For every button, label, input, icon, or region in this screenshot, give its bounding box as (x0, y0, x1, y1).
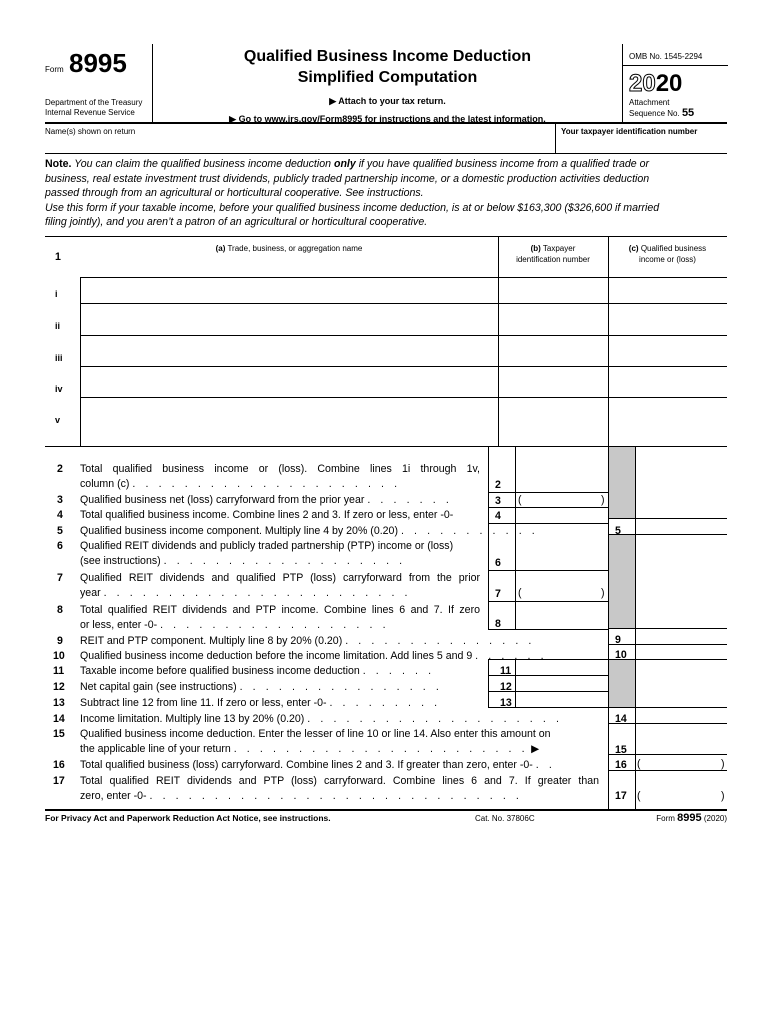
row-iii-income-cell[interactable] (609, 336, 727, 365)
line-6-number: 6 (57, 539, 63, 552)
line-15-text-b: the applicable line of your return (80, 743, 231, 755)
note-line-4: Use this form if your taxable income, before your qualified business income deduction, is at or below $163,300 ($326,600 if married (45, 201, 660, 214)
row-ii-name-cell[interactable] (81, 304, 497, 334)
line-7-text-b-row (80, 586, 480, 602)
line-6-box-number: 6 (495, 556, 501, 569)
line-15-amount[interactable] (636, 724, 727, 754)
line-10-number: 10 (53, 649, 65, 662)
note-line-3: passed through from an agricultural or horticultural cooperative. See instructions. (45, 187, 424, 199)
line-5-text: Qualified business income component. Multiply line 4 by 20% (0.20) (80, 524, 398, 537)
line-4-amount[interactable] (516, 508, 607, 523)
line-4-text: Total qualified business income. Combine lines 2 and 3. If zero or less, enter -0- (80, 508, 454, 521)
line-17-amount[interactable] (644, 771, 719, 809)
row-iv-name-cell[interactable] (81, 367, 497, 396)
note-only: only (333, 158, 356, 170)
line-9-dots: . . . . . . . . . . . . . . . (345, 634, 535, 647)
attachment-sequence (629, 98, 694, 119)
row-iv-tin-cell[interactable] (499, 367, 607, 396)
line-14-text: Income limitation. Multiply line 13 by 20% (0.20) (80, 712, 305, 725)
line-2-text-b-row (80, 477, 480, 493)
department-treasury: Department of the Treasury (45, 98, 143, 107)
row-v-income-cell[interactable] (609, 398, 727, 446)
line-2-number: 2 (57, 462, 63, 475)
line-9-amount[interactable] (636, 629, 727, 644)
line-5-number: 5 (57, 524, 63, 537)
tax-year-bold: 20 (655, 70, 683, 97)
line-6-text-b: (see instructions) (80, 555, 161, 567)
line-5-amount[interactable] (636, 519, 727, 534)
footer-form-word: Form (656, 813, 675, 823)
line-5-dots: . . . . . . . . . . . (400, 524, 539, 537)
note-line-1 (45, 157, 727, 172)
line-12-amount[interactable] (516, 676, 607, 691)
footer-year: (2020) (703, 813, 727, 823)
sequence-number: 55 (681, 107, 695, 119)
line-7-number: 7 (57, 571, 63, 584)
line-17-box-number: 17 (615, 789, 627, 802)
names-field[interactable]: Name(s) shown on return (45, 127, 136, 136)
col-c-letter: (c) (628, 243, 639, 253)
line-1-number: 1 (55, 250, 61, 263)
form-footer (45, 811, 727, 825)
note-label: Note. (45, 158, 72, 170)
row-label-iv: iv (55, 383, 63, 394)
line-12-text: Net capital gain (see instructions) (80, 680, 237, 693)
line-11-amount[interactable] (516, 660, 607, 675)
row-i-tin-cell[interactable] (499, 278, 607, 302)
line-11-number: 11 (53, 664, 65, 677)
line-16-text-row (80, 758, 555, 774)
line-9-number: 9 (57, 634, 63, 647)
line-12-box-number: 12 (500, 680, 512, 693)
note-line-5: filing jointly), and you aren’t a patron of an agricultural or horticultural cooperative. (45, 216, 428, 228)
line-14-text-row (80, 712, 563, 728)
department-irs: Internal Revenue Service (45, 108, 135, 117)
line-14-dots: . . . . . . . . . . . . . . . . . . . . (307, 712, 563, 725)
line-16-text: Total qualified business (loss) carryforward. Combine lines 2 and 3. If greater than zero, enter -0- (80, 758, 533, 771)
line-5-box-number: 5 (615, 524, 621, 537)
line-2-text-a: Total qualified business income or (loss). Combine lines 1i through 1v, (80, 462, 480, 475)
form-8995 (45, 44, 727, 825)
line-3-text: Qualified business net (loss) carryforward from the prior year (80, 493, 365, 506)
catalog-number: Cat. No. 37806C (475, 813, 535, 823)
line-4-number: 4 (57, 508, 63, 521)
line-17-text-b-row (80, 789, 599, 805)
line-14-amount[interactable] (636, 708, 727, 723)
row-i-income-cell[interactable] (609, 278, 727, 302)
line-15-box-number: 15 (615, 743, 627, 756)
row-iv-income-cell[interactable] (609, 367, 727, 396)
line-7-text-b: year (80, 587, 101, 599)
line-15-number: 15 (53, 727, 65, 740)
line-2-text-b: column (c) (80, 478, 130, 490)
line-6-text (80, 539, 453, 570)
line-8-text-b-row (80, 618, 480, 634)
line-11-text-row (80, 664, 435, 680)
line-3-dots: . . . . . . . (367, 493, 453, 506)
line-15-text (80, 727, 551, 758)
line-15-text-b-row (80, 742, 551, 758)
line-11-dots: . . . . . . (362, 664, 435, 677)
col-b-letter: (b) (530, 243, 541, 253)
form-header (45, 44, 727, 124)
col-c-header (608, 237, 727, 277)
line-11-box-number: 11 (500, 664, 512, 677)
footer-form-id (656, 812, 727, 824)
names-row (45, 124, 727, 154)
hl-l8 (488, 629, 608, 630)
note-line-2: business, real estate investment trust dividends, publicly traded partnership income, or a domestic production activities deduction (45, 172, 650, 185)
row-label-v: v (55, 414, 61, 425)
privacy-notice: For Privacy Act and Paperwork Reduction Act Notice, see instructions. (45, 812, 331, 823)
line-3-text-row (80, 493, 452, 509)
note-text-a: You can claim the qualified business income deduction (74, 158, 334, 170)
col-b-label-2: identification number (516, 254, 590, 264)
line-17-close-paren: ) (721, 789, 725, 802)
line-17-dots: . . . . . . . . . . . . . . . . . . . . . . . . . . . . . (149, 790, 523, 802)
line-10-box-number: 10 (615, 648, 627, 661)
line-8-dots: . . . . . . . . . . . . . . . . . . (160, 619, 390, 631)
row-label-ii: ii (55, 320, 61, 331)
line-7-text (80, 571, 480, 602)
line-6-dots: . . . . . . . . . . . . . . . . . . . (163, 555, 406, 567)
form-number: 8995 (69, 48, 127, 78)
row-ii-tin-cell[interactable] (499, 304, 607, 334)
form-id-block (45, 44, 153, 124)
note-text-b: if you have qualified business income from a qualified trade or (355, 158, 650, 170)
line-10-amount[interactable] (636, 645, 727, 659)
department (45, 98, 155, 118)
line-10-text-row (80, 649, 547, 665)
omb-number: OMB No. 1545-2294 (629, 52, 703, 61)
tin-field[interactable] (555, 124, 727, 154)
shade-upper (608, 447, 635, 518)
line-6-text-a: Qualified REIT dividends and publicly traded partnership (PTP) income or (loss) (80, 539, 454, 552)
line-1-table (45, 237, 727, 447)
line-3-close-paren: ) (601, 493, 605, 506)
line-10-text: Qualified business income deduction before the income limitation. Add lines 5 and 9 (80, 649, 473, 662)
shade-middle (608, 534, 635, 628)
line-17-text-a: Total qualified REIT dividends and PTP (loss) carryforward. Combine lines 6 and 7. If greater than (80, 774, 599, 787)
line-8-text-b: or less, enter -0- (80, 619, 158, 631)
arrow-icon: ▶ (531, 743, 540, 755)
line-8-number: 8 (57, 603, 63, 616)
line-12-dots: . . . . . . . . . . . . . . . . (239, 680, 443, 693)
line-5-text-row (80, 524, 538, 540)
line-3-box-number: 3 (495, 494, 501, 507)
line-17-text (80, 774, 599, 805)
row-i-name-cell[interactable] (81, 278, 497, 302)
line-12-number: 12 (53, 680, 65, 693)
row-iii-tin-cell[interactable] (499, 336, 607, 365)
line-7-text-a: Qualified REIT dividends and qualified PTP (loss) carryforward from the prior (80, 571, 480, 584)
line-8-box-number: 8 (495, 617, 501, 630)
line-14-box-number: 14 (615, 712, 627, 725)
line-13-number: 13 (53, 696, 65, 709)
tin-label: Your taxpayer identification number (561, 127, 698, 136)
form-title: Qualified Business Income Deduction (243, 48, 532, 65)
omb-divider (623, 65, 728, 66)
line-6-text-b-row (80, 554, 453, 570)
form-word: Form (45, 65, 64, 74)
computation-lines (45, 447, 727, 811)
row-v-tin-cell[interactable] (499, 398, 607, 446)
line-12-text-row (80, 680, 442, 696)
line-8-amount[interactable] (516, 602, 607, 629)
goto-instruction: ▶ Go to www.irs.gov/Form8995 for instructions and the latest information. (229, 114, 546, 124)
line-3-open-paren: ( (518, 493, 522, 506)
line-10-dots: . . . . . . (475, 649, 548, 662)
vline-right-shade (608, 447, 609, 811)
shade-lower (608, 659, 635, 707)
line-2-dots: . . . . . . . . . . . . . . . . . . . . . (132, 478, 401, 490)
row-label-iii: iii (55, 352, 63, 363)
footer-form-number: 8995 (677, 811, 702, 824)
line-7-close-paren: ) (601, 586, 605, 599)
line-16-close-paren: ) (721, 757, 725, 770)
line-11-text: Taxable income before qualified business income deduction (80, 664, 360, 677)
line-16-number: 16 (53, 758, 65, 771)
line-2-text (80, 462, 480, 493)
line-13-text: Subtract line 12 from line 11. If zero or less, enter -0- (80, 696, 327, 709)
form-title-block (153, 44, 622, 124)
line-9-text: REIT and PTP component. Multiply line 8 by 20% (0.20) (80, 634, 343, 647)
line-15-dots: . . . . . . . . . . . . . . . . . . . . . . . (233, 743, 529, 755)
line-17-text-b: zero, enter -0- (80, 790, 147, 802)
line-8-text-a: Total qualified REIT dividends and PTP income. Combine lines 6 and 7. If zero (80, 603, 480, 616)
line-6-amount[interactable] (516, 524, 607, 570)
line-4-box-number: 4 (495, 509, 501, 522)
vline-left-num-2 (488, 659, 489, 707)
line-16-amount[interactable] (644, 755, 719, 770)
line-16-box-number: 16 (615, 758, 627, 771)
col-c-label-1: Qualified business (640, 243, 707, 253)
col-c-label-2: income or (loss) (639, 254, 696, 264)
row-ii-income-cell[interactable] (609, 304, 727, 334)
attach-instruction: ▶ Attach to your tax return. (329, 96, 446, 106)
tax-year (629, 70, 682, 98)
line-2-amount[interactable] (516, 448, 607, 492)
line-7-dots: . . . . . . . . . . . . . . . . . . . . . . . . (103, 587, 412, 599)
col-b-header (498, 237, 608, 277)
sequence-row (629, 108, 694, 119)
line-17-number: 17 (53, 774, 65, 787)
line-9-box-number: 9 (615, 633, 621, 646)
col-a-header (80, 237, 498, 277)
line-3-amount[interactable] (525, 493, 599, 507)
line-16-dots: . . (535, 758, 556, 771)
line-13-box-number: 13 (500, 696, 512, 709)
form-subtitle: Simplified Computation (297, 69, 478, 86)
line-16-open-paren: ( (637, 757, 641, 770)
line-17-open-paren: ( (637, 789, 641, 802)
col-b-label-1: Taxpayer (542, 243, 576, 253)
row-label-i: i (55, 288, 58, 299)
line-2-box-number: 2 (495, 478, 501, 491)
line-7-amount[interactable] (525, 571, 599, 601)
line-9-text-row (80, 634, 535, 650)
line-7-open-paren: ( (518, 586, 522, 599)
line-13-dots: . . . . . . . . . (329, 696, 441, 709)
note-section (45, 154, 727, 237)
line-7-box-number: 7 (495, 587, 501, 600)
line-13-text-row (80, 696, 441, 712)
row-iii-name-cell[interactable] (81, 336, 497, 365)
line-13-amount[interactable] (516, 692, 607, 707)
line-14-number: 14 (53, 712, 65, 725)
line-15-text-a: Qualified business income deduction. Enter the lesser of line 10 or line 14. Also enter this amount on (80, 727, 551, 740)
sequence-label: Sequence No. (629, 109, 680, 118)
col-a-label: Trade, business, or aggregation name (227, 243, 363, 253)
attachment-label: Attachment (629, 98, 670, 107)
line-3-number: 3 (57, 493, 63, 506)
tax-year-outline: 20 (629, 70, 656, 97)
omb-block (622, 44, 727, 124)
row-v-name-cell[interactable] (81, 398, 497, 446)
hr-l5 (608, 534, 727, 535)
line-8-text (80, 603, 480, 634)
col-a-letter: (a) (215, 243, 226, 253)
